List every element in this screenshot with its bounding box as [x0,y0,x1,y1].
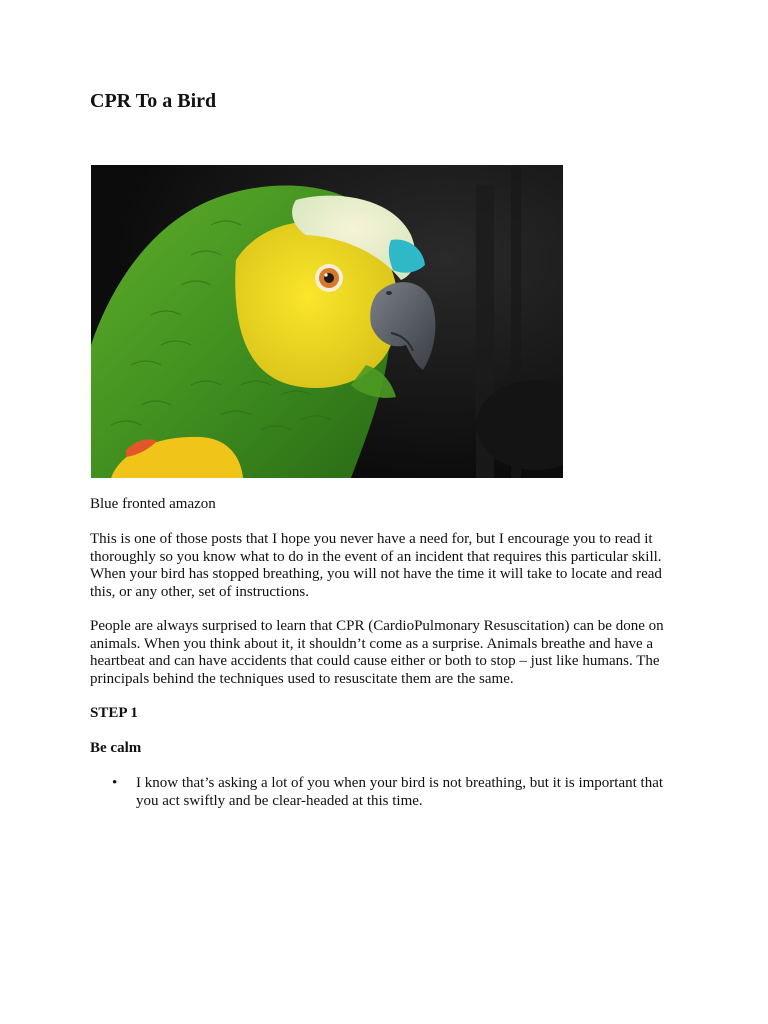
page-title: CPR To a Bird [90,90,217,112]
bullet-text: I know that’s asking a lot of you when your bird is not breathing, but it is important that you act swiftly and be clear-headed at this time. [136,775,664,809]
bullet-list [90,775,680,810]
parrot-photo [91,165,563,478]
sub-heading: Be calm [90,740,142,756]
paragraph-cpr-animals: People are always surprised to learn that CPR (CardioPulmonary Resuscitation) can be done on animals. When you think about it, it shouldn’t come as a surprise. Animals breathe and have a heartbeat and can have accidents that could cause either or both to stop – just like humans. The principals behind the techniques used to resuscitate them are the same. [90,618,664,687]
bullet-icon: • [112,775,118,791]
paragraph-intro: This is one of those posts that I hope you never have a need for, but I encourage you to read it thoroughly so you know what to do in the event of an incident that requires this particular skill. When your bird has stopped breathing, you will not have the time it will take to locate and read this, or any other, set of instructions. [90,531,662,600]
step-heading: STEP 1 [90,705,138,721]
list-item [90,775,680,810]
photo-caption: Blue fronted amazon [90,496,216,512]
